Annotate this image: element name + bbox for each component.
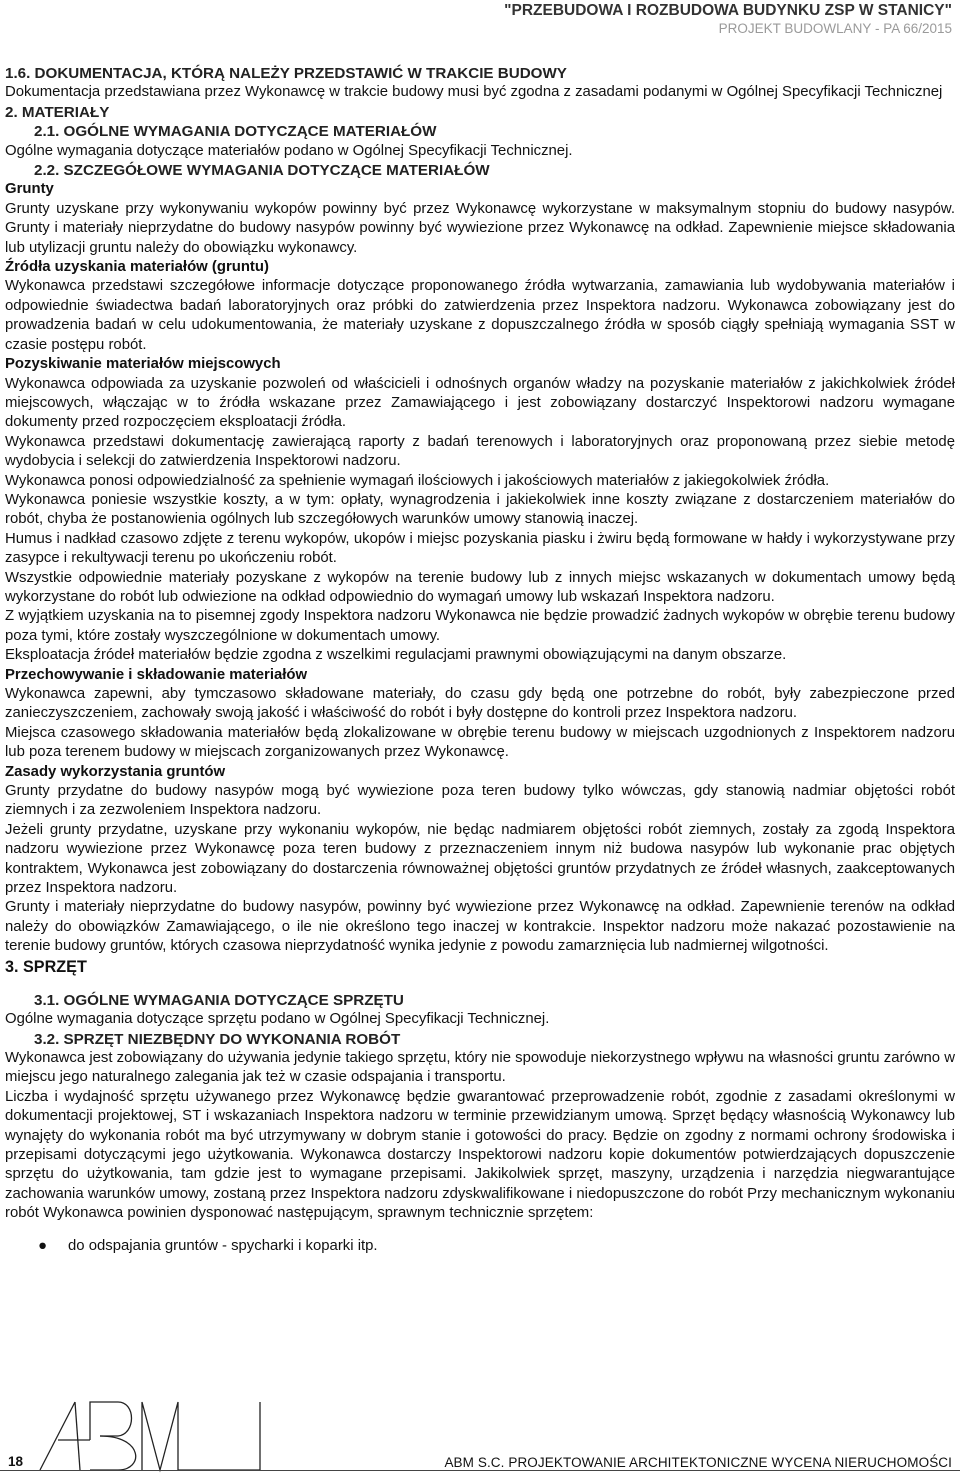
- paragraph: Wykonawca przedstawi szczegółowe informacje dotyczące proponowanego źródła wytwarzania, zamawiania lub wydobywania materiałów i odpowiednie świadectwa badań laboratoryjnych oraz próbki do zatwierdzenia przez Inspektora nadzoru. Wykonawca zobowiązany jest do prowadzenia badań w celu udokumentowania, że materiały uzyskane z dopuszczalnego źródła w sposób ciągły spełniają wymagania SST w czasie postępu robót.: [5, 278, 955, 353]
- section-heading-2-1: 2.1. OGÓLNE WYMAGANIA DOTYCZĄCE MATERIAŁÓW: [34, 123, 437, 141]
- section-heading-3: 3. SPRZĘT: [5, 957, 87, 976]
- paragraph: Z wyjątkiem uzyskania na to pisemnej zgody Inspektora nadzoru Wykonawca nie będzie prowadzić żadnych wykopów w obrębie terenu budowy poza tymi, które zostały wyszczególnione w dokumentach umowy.: [5, 608, 955, 644]
- subheading-zasady: Zasady wykorzystania gruntów: [5, 763, 226, 780]
- paragraph: Wykonawca ponosi odpowiedzialność za spełnienie wymagań ilościowych i jakościowych materiałów z jakiegokolwiek źródła.: [5, 472, 830, 489]
- page-header: [0, 0, 952, 37]
- section-1-6-text: Dokumentacja przedstawiana przez Wykonawcę w trakcie budowy musi być zgodna z zasadami podanymi w Ogólnej Specyfikacji Technicznej: [5, 84, 943, 101]
- subheading-zrodla: Źródła uzyskania materiałów (gruntu): [5, 259, 269, 276]
- paragraph: Liczba i wydajność sprzętu używanego przez Wykonawcę będzie gwarantować przeprowadzenie robót, zgodnie z zasadami określonymi w dokumentacji projektowej, ST i wskazaniach Inspektora nadzoru w terminie przewidzianym umową. Sprzęt będący własnością Wykonawcy lub wynajęty do wykonania robót ma być utrzymywany w dobrym stanie i gotowości do pracy. Będzie on zgodny z normami ochrony środowiska i przepisami dotyczącymi jego użytkowania. Wykonawca dostarczy Inspektorowi nadzoru kopie dokumentów potwierdzających dopuszczenie sprzętu do użytkowania, tam gdzie jest to wymagane przepisami. Jakikolwiek sprzęt, maszyny, urządzenia i narzędzia niegwarantujące zachowania warunków umowy, zostaną przez Inspektora nadzoru zdyskwalifikowane i niedopuszczone do robót Przy mechanicznym wykonaniu robót Wykonawca powinien dysponować następującym, sprawnym technicznie sprzętem:: [5, 1088, 955, 1222]
- list-item: [5, 1237, 955, 1256]
- document-title: "PRZEBUDOWA I ROZBUDOWA BUDYNKU ZSP W STANICY": [504, 2, 952, 19]
- paragraph: Grunty przydatne do budowy nasypów mogą być wywiezione poza teren budowy tylko wówczas, gdy stanowią nadmiar objętości robót ziemnych i za zezwoleniem Inspektora nadzoru.: [5, 783, 955, 819]
- paragraph: Eksploatacja źródeł materiałów będzie zgodna z wszelkimi regulacjami prawnymi obowiązującymi na danym obszarze.: [5, 647, 787, 664]
- paragraph: Grunty i materiały nieprzydatne do budowy nasypów, powinny być wywiezione przez Wykonawcę na odkład. Zapewnienie terenów na odkład należy do obowiązków Zamawiającego, o ile nie określono tego inaczej w kontrakcie. Inspektor nadzoru może nakazać pozostawienie na terenie budowy gruntów, których czasowa nieprzydatność wynika jedynie z powodu zamarznięcia lub nadmiernej wilgotności.: [5, 899, 955, 955]
- subheading-przechowywanie: Przechowywanie i składowanie materiałów: [5, 666, 308, 683]
- paragraph: Wykonawca poniesie wszystkie koszty, a w tym: opłaty, wynagrodzenia i jakiekolwiek inne koszty związane z dostarczeniem materiałów do robót, chyba że postanowienia ogólnych lub szczegółowych warunków umowy stanowią inaczej.: [5, 491, 955, 528]
- paragraph: Miejsca czasowego składowania materiałów będą zlokalizowane w obrębie terenu budowy w miejscach uzgodnionych z Inspektorem nadzoru lub poza terenem budowy w miejscach zorganizowanych przez Wykonawcę.: [5, 724, 955, 761]
- document-body: [5, 64, 955, 1256]
- paragraph: Humus i nadkład czasowo zdjęte z terenu wykopów, ukopów i miejsc pozyskania piasku i żwiru będą formowane w hałdy i wykorzystywane przy zasypce i rekultywacji terenu po ukończeniu robót.: [5, 530, 955, 567]
- bullet-icon: ●: [38, 1237, 47, 1254]
- document-subtitle: PROJEKT BUDOWLANY - PA 66/2015: [718, 21, 952, 36]
- footer-divider: [0, 1470, 960, 1471]
- paragraph: Grunty uzyskane przy wykonywaniu wykopów powinny być przez Wykonawcę wykorzystane w maksymalnym stopniu do budowy nasypów. Grunty i materiały nieprzydatne do budowy nasypów powinny być wywiezione przez Wykonawcę na odkład. Zapewnienie miejsce składowania lub utylizacji gruntu należy do obowiązku wykonawcy.: [5, 200, 955, 256]
- section-heading-2-2: 2.2. SZCZEGÓŁOWE WYMAGANIA DOTYCZĄCE MATERIAŁÓW: [34, 162, 490, 180]
- paragraph: Wszystkie odpowiednie materiały pozyskane z wykopów na terenie budowy lub z innych miejsc wskazanych w dokumentach umowy będą wykorzystane do robót lub odwiezione na odkład odpowiednio do wymagań umowy lub wskazań Inspektora nadzoru.: [5, 569, 955, 605]
- paragraph: Wykonawca jest zobowiązany do używania jedynie takiego sprzętu, który nie spowoduje niekorzystnego wpływu na własności gruntu zarówno w miejscu jego naturalnego zalegania jak też w czasie odspajania i transportu.: [5, 1049, 955, 1086]
- section-3-1-text: Ogólne wymagania dotyczące sprzętu podano w Ogólnej Specyfikacji Technicznej.: [5, 1011, 550, 1028]
- section-heading-2: 2. MATERIAŁY: [5, 103, 110, 121]
- abm-logo-icon: [20, 1394, 270, 1476]
- section-2-1-text: Ogólne wymagania dotyczące materiałów podano w Ogólnej Specyfikacji Technicznej.: [5, 142, 573, 159]
- section-heading-1-6: 1.6. DOKUMENTACJA, KTÓRĄ NALEŻY PRZEDSTAWIĆ W TRAKCIE BUDOWY: [5, 65, 567, 82]
- equipment-list: [5, 1237, 955, 1256]
- section-heading-3-1: 3.1. OGÓLNE WYMAGANIA DOTYCZĄCE SPRZĘTU: [34, 991, 404, 1009]
- footer-company: ABM S.C. PROJEKTOWANIE ARCHITEKTONICZNE WYCENA NIERUCHOMOŚCI: [444, 1455, 952, 1470]
- page-footer: [0, 1394, 960, 1476]
- subheading-grunty: Grunty: [5, 181, 54, 198]
- section-heading-3-2: 3.2. SPRZĘT NIEZBĘDNY DO WYKONANIA ROBÓT: [34, 1030, 401, 1048]
- paragraph: Jeżeli grunty przydatne, uzyskane przy wykonaniu wykopów, nie będąc nadmiarem objętości robót ziemnych, zostały za zgodą Inspektora nadzoru wywiezione przez Wykonawcę poza teren budowy z przeznaczeniem innym niż budowa nasypów lub wykonanie prac objętych kontraktem, Wykonawca jest zobowiązany do dostarczenia równoważnej objętości gruntów przydatnych ze źródeł własnych, zaakceptowanych przez Inspektora nadzoru.: [5, 821, 955, 897]
- paragraph: Wykonawca zapewni, aby tymczasowo składowane materiały, do czasu gdy będą one potrzebne do robót, były zabezpieczone przed zanieczyszczeniem, zachowały swoją jakość i właściwość do robót i były dostępne do kontroli przez Inspektora nadzoru.: [5, 686, 955, 722]
- subheading-pozyskiwanie: Pozyskiwanie materiałów miejscowych: [5, 356, 281, 373]
- list-item-text: do odspajania gruntów - spycharki i koparki itp.: [68, 1237, 378, 1254]
- paragraph: Wykonawca przedstawi dokumentację zawierającą raporty z badań terenowych i laboratoryjnych oraz proponowaną przez siebie metodę wydobycia i selekcji do zatwierdzenia Inspektorowi nadzoru.: [5, 433, 955, 470]
- paragraph: Wykonawca odpowiada za uzyskanie pozwoleń od właścicieli i odnośnych organów władzy na pozyskanie materiałów z jakichkolwiek źródeł miejscowych, włączając w to źródła wskazane przez Zamawiającego i jest zobowiązany dostarczyć Inspektorowi nadzoru wymagane dokumenty przed rozpoczęciem eksploatacji źródła.: [5, 375, 955, 431]
- page-number: 18: [8, 1454, 24, 1469]
